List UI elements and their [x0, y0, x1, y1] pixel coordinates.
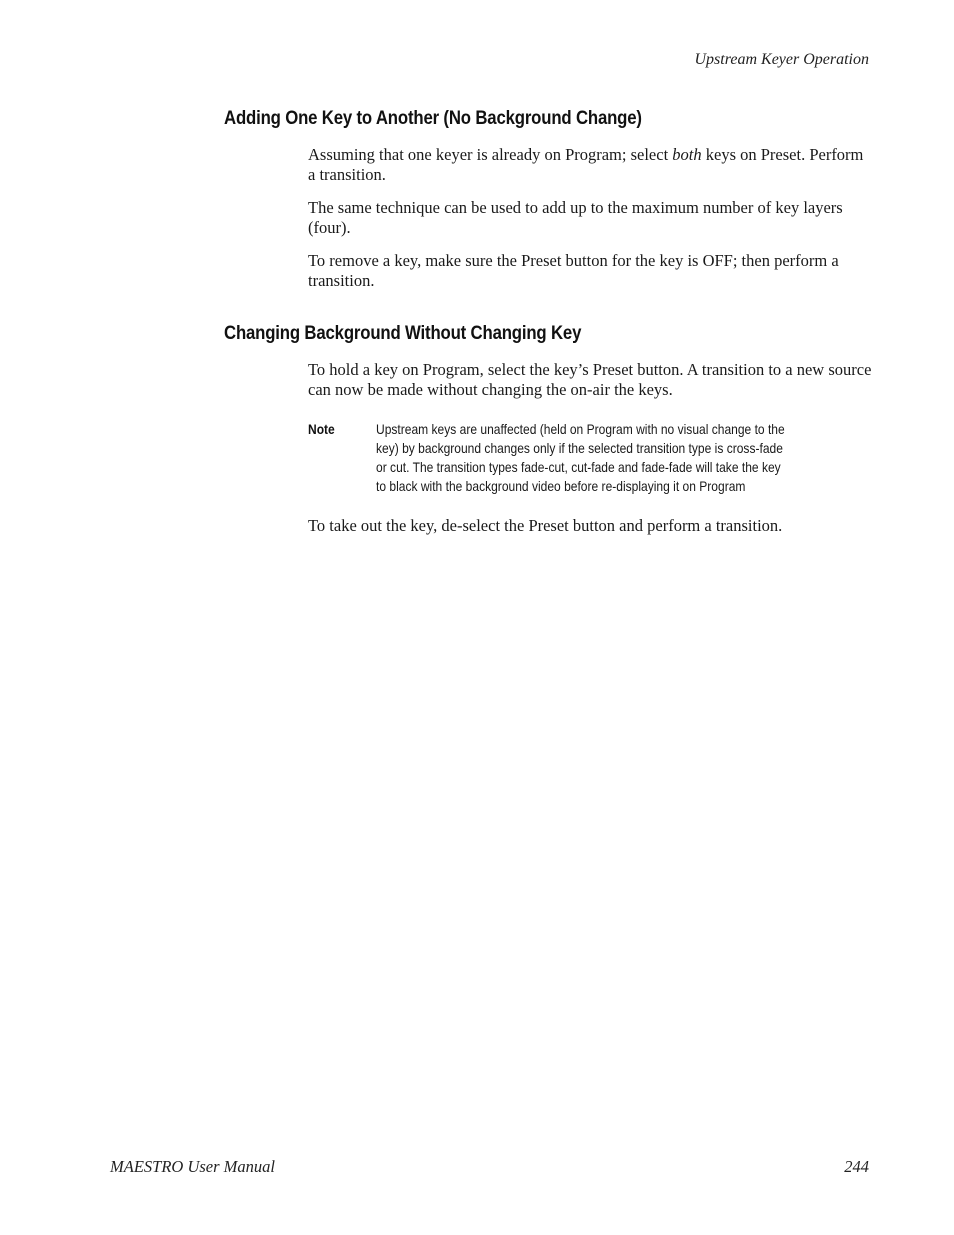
paragraph-text: Assuming that one keyer is already on Program; select [308, 145, 673, 164]
paragraph-assuming-keyer [308, 145, 873, 185]
footer-page-number: 244 [844, 1157, 869, 1176]
note-line: key) by background changes only if the selected transition type is cross-fade [376, 440, 783, 456]
section-heading-adding-key: Adding One Key to Another (No Background Change) [224, 107, 642, 129]
note-body [376, 420, 840, 496]
paragraph-text: keys on Preset. Perform a transition. [308, 145, 864, 184]
paragraph-same-technique: The same technique can be used to add up to the maximum number of key layers (four). [308, 198, 843, 237]
footer-manual-title: MAESTRO User Manual [110, 1157, 275, 1176]
running-header: Upstream Keyer Operation [694, 51, 869, 68]
paragraph-hold-key: To hold a key on Program, select the key’s Preset button. A transition to a new source can now be made without changing the on-air the keys. [308, 360, 872, 399]
emphasis-text: both [672, 145, 702, 164]
note-line: Upstream keys are unaffected (held on Program with no visual change to the [376, 421, 785, 437]
note-label: Note [308, 421, 335, 437]
section-heading-changing-background: Changing Background Without Changing Key [224, 322, 582, 344]
note-line: or cut. The transition types fade-cut, cut-fade and fade-fade will take the key [376, 459, 781, 475]
paragraph-remove-key: To remove a key, make sure the Preset button for the key is OFF; then perform a transition. [308, 251, 839, 290]
note-line: to black with the background video before re-displaying it on Program [376, 478, 746, 494]
paragraph-take-out-key: To take out the key, de-select the Preset button and perform a transition. [308, 516, 783, 535]
